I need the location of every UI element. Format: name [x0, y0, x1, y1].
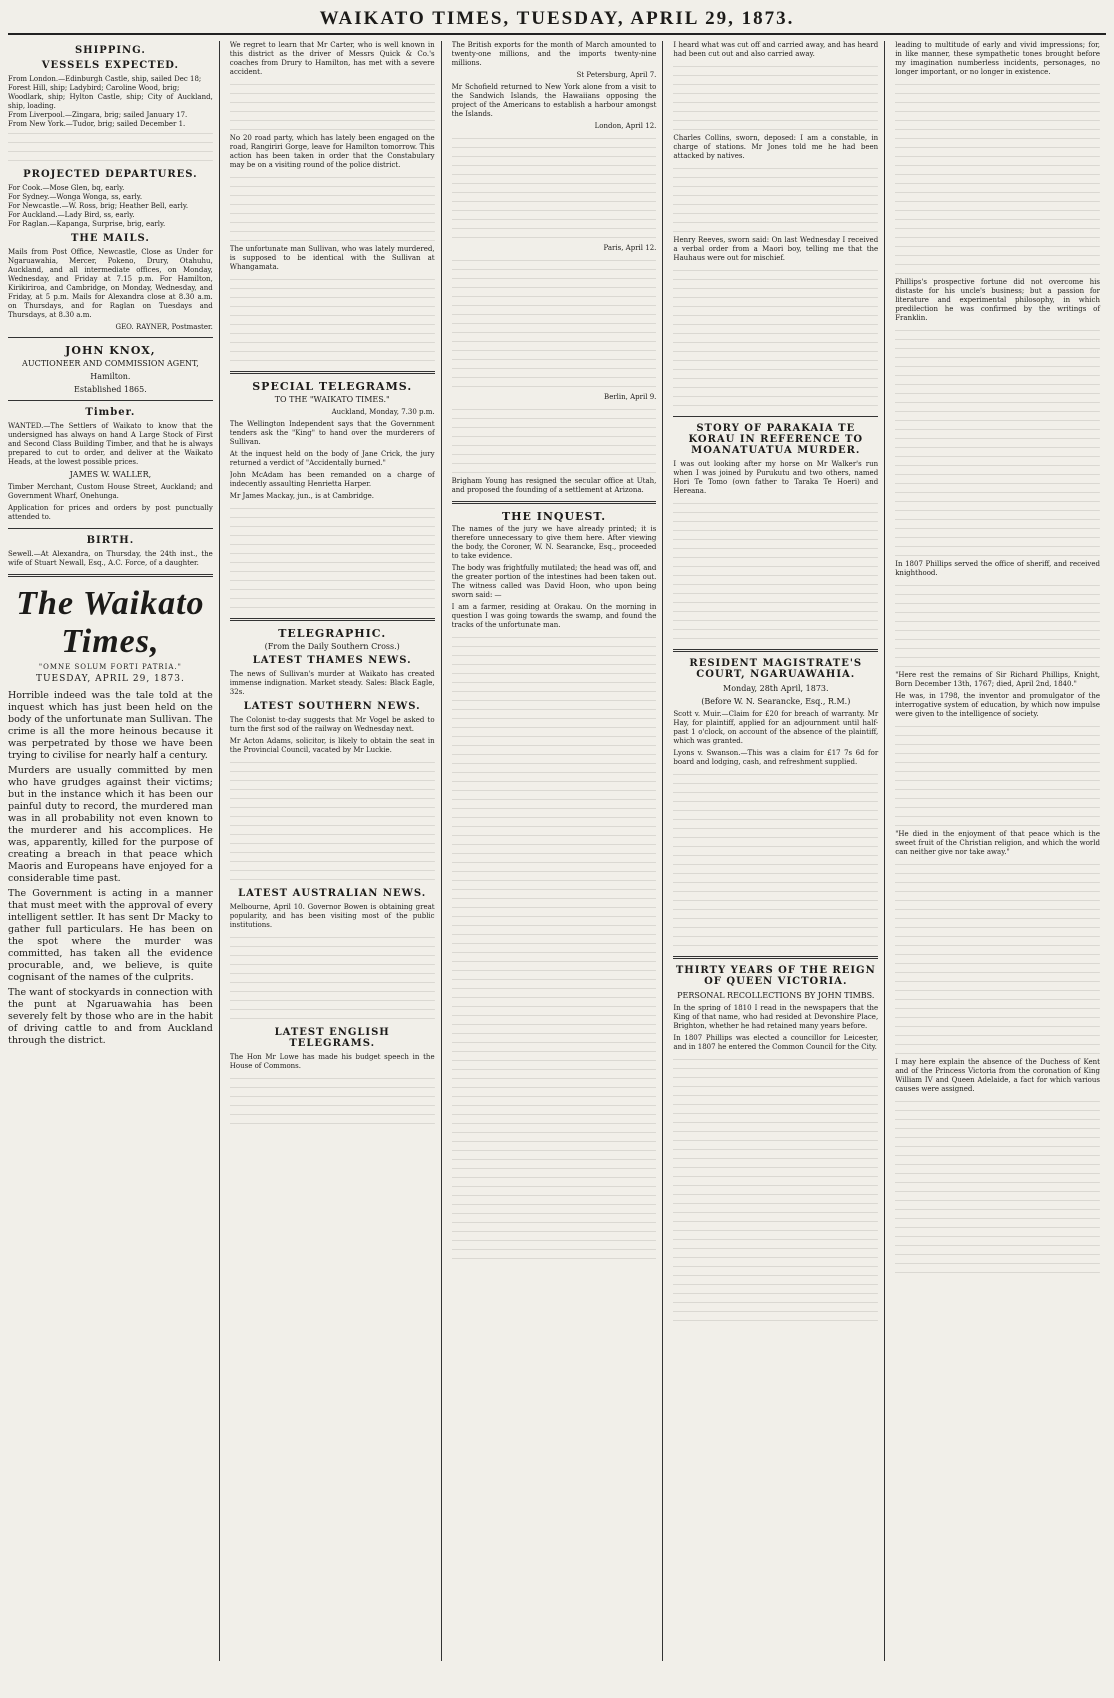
inquest-paragraph: The names of the jury we have already printed; it is therefore unnecessary to give them here. After viewing the body, the Coroner, W. N. Searancke, Esq., proceeded to take evidence.	[451, 525, 657, 560]
leading-article	[8, 690, 213, 1047]
timber-text: WANTED.—The Settlers of Waikato to know that the undersigned has always on hand A Large Stock of First and Second Class Building Timber, and that he is always prepared to cut to order, and deliver at the Waikato Heads, at the lowest possible prices.	[8, 422, 213, 466]
special-telegrams-dateline: Auckland, Monday, 7.30 p.m.	[331, 408, 435, 416]
mails-header: THE MAILS.	[70, 233, 150, 244]
news-paragraph: Henry Reeves, sworn said: On last Wednesday I received a verbal order from a Maori boy, telling me that the Hauhaus were out for mischief.	[673, 236, 879, 262]
news-paragraph: The unfortunate man Sullivan, who was lately murdered, is supposed to be identical with the Sullivan at Whangamata.	[229, 245, 435, 271]
projected-header: PROJECTED DEPARTURES.	[23, 169, 198, 180]
victoria-sub: PERSONAL RECOLLECTIONS BY JOHN TIMBS.	[677, 991, 875, 1000]
vessels-line: From London.—Edinburgh Castle, ship, sailed Dec 18;	[8, 75, 202, 83]
thames-header: LATEST THAMES NEWS.	[252, 655, 412, 666]
court-sub: (Before W. N. Searancke, Esq., R.M.)	[701, 697, 851, 706]
article-paragraph: Phillips's prospective fortune did not overcome his distaste for his uncle's business; but a passion for literature and experimental philosophy, in which predilection he was confirmed by the writings of Franklin.	[895, 278, 1100, 322]
news-paragraph: I heard what was cut off and carried away, and has heard had been cut out and also carried away.	[673, 41, 879, 58]
article-paragraph: He was, in 1798, the inventor and promulgator of the interrogative system of education, by which now impulse were given to the intelligence of society.	[895, 692, 1100, 718]
column-1	[8, 41, 220, 1661]
news-dateline: St Petersburg, April 7.	[576, 71, 657, 79]
news-paragraph: We regret to learn that Mr Carter, who is well known in this district as the driver of Messrs Quick & Co.'s coaches from Drury to Hamilton, has met with a severe accident.	[229, 41, 435, 76]
projected-line: For Raglan.—Kapanga, Surprise, brig, early.	[8, 220, 166, 228]
projected-line: For Cook.—Mose Glen, bq, early.	[8, 184, 125, 192]
masthead: WAIKATO TIMES, TUESDAY, APRIL 29, 1873.	[8, 8, 1106, 35]
news-dateline: Berlin, April 9.	[604, 393, 657, 401]
court-case: Scott v. Muir.—Claim for £20 for breach of warranty. Mr Hay, for plaintiff, applied for an adjournment until half-past 1 o'clock, on account of the absence of the plaintiff, which was granted.	[673, 710, 879, 745]
lead-paragraph: The want of stockyards in connection with the punt at Ngaruawahia has been severely felt by those who are in the habit of driving cattle to and from Auckland through the district.	[8, 987, 213, 1046]
birth-header: BIRTH.	[86, 535, 135, 546]
mails-signature: GEO. RAYNER, Postmaster.	[115, 323, 213, 331]
news-paragraph: Mr Schofield returned to New York alone from a visit to the Sandwich Islands, the Hawaiians opposing the project of the Americans to establish a harbour amongst the Islands.	[451, 83, 657, 118]
column-3	[452, 41, 664, 1661]
victoria-paragraph: In 1807 Phillips was elected a councillor for Leicester, and in 1807 he entered the Common Council for the City.	[673, 1034, 879, 1051]
shipping-header: SHIPPING.	[74, 45, 146, 56]
vessels-line: From New York.—Tudor, brig; sailed December 1.	[8, 120, 186, 128]
column-2	[230, 41, 442, 1661]
column-5	[895, 41, 1106, 1661]
news-dateline: London, April 12.	[594, 122, 657, 130]
australian-header: LATEST AUSTRALIAN NEWS.	[238, 888, 427, 899]
knox-title: AUCTIONEER AND COMMISSION AGENT,	[22, 359, 199, 368]
paper-motto: "OMNE SOLUM FORTI PATRIA."	[38, 663, 182, 671]
lead-paragraph: The Government is acting in a manner that must meet with the approval of every intelligent settler. It has sent Dr Macky to gather full particulars. He has been on the spot where the murder was committed, has taken all the evidence procurable, and, we believe, is quite cognisant of the names of the culprits.	[8, 888, 213, 983]
news-paragraph: Brigham Young has resigned the secular office at Utah, and proposed the founding of a settlement at Arizona.	[451, 477, 657, 494]
timber-name: JAMES W. WALLER,	[69, 470, 152, 479]
telegram-item: The Wellington Independent says that the Government tenders ask the "King" to hand over the murderers of Sullivan.	[229, 420, 435, 446]
court-case: Lyons v. Swanson.—This was a claim for £17 7s 6d for board and lodging, cash, and refreshment supplied.	[673, 749, 879, 766]
special-telegrams-sub: TO THE "WAIKATO TIMES."	[274, 395, 390, 404]
column-4	[673, 41, 885, 1661]
projected-line: For Auckland.—Lady Bird, ss, early.	[8, 211, 135, 219]
knox-name: JOHN KNOX,	[65, 344, 156, 357]
projected-line: For Sydney.—Wonga Wonga, ss, early.	[8, 193, 143, 201]
thames-text: The news of Sullivan's murder at Waikato has created immense indignation. Market steady. Sales: Black Eagle, 32s.	[229, 670, 435, 696]
lead-paragraph: Horrible indeed was the tale told at the inquest which has just been held on the body of the unfortunate man Sullivan. The crime is all the more heinous because it was perpetrated by those we have been trying to civilise for nearly half a century.	[8, 690, 213, 761]
vessels-line: Woodlark, ship; Hylton Castle, ship; City of Auckland, ship, loading.	[8, 93, 213, 110]
vessels-header: VESSELS EXPECTED.	[41, 60, 180, 71]
southern-header: LATEST SOUTHERN NEWS.	[243, 701, 421, 712]
article-paragraph: "Here rest the remains of Sir Richard Phillips, Knight, Born December 13th, 1767; died, April 2nd, 1840."	[895, 671, 1100, 688]
timber-note: Application for prices and orders by post punctually attended to.	[8, 504, 213, 521]
victoria-paragraph: In the spring of 1810 I read in the newspapers that the King of that name, who had resided at Devonshire Place, Brighton, whether he had retained many years before.	[673, 1004, 879, 1030]
court-date: Monday, 28th April, 1873.	[723, 684, 829, 693]
telegram-item: At the inquest held on the body of Jane Crick, the jury returned a verdict of "Accidentally burned."	[229, 450, 435, 467]
english-text: The Hon Mr Lowe has made his budget speech in the House of Commons.	[229, 1053, 435, 1070]
english-header: LATEST ENGLISH TELEGRAMS.	[274, 1027, 390, 1049]
projected-line: For Newcastle.—W. Ross, brig; Heather Bell, early.	[8, 202, 189, 210]
birth-text: Sewell.—At Alexandra, on Thursday, the 24th inst., the wife of Stuart Newall, Esq., A.C. Force, of a daughter.	[8, 550, 213, 567]
news-dateline: Paris, April 12.	[603, 244, 657, 252]
australian-text: Melbourne, April 10. Governor Bowen is obtaining great popularity, and has been visiting most of the public institutions.	[229, 903, 435, 929]
special-telegrams-header: SPECIAL TELEGRAMS.	[252, 380, 413, 393]
paper-title: The Waikato Times,	[16, 585, 205, 660]
newspaper-page	[8, 8, 1106, 1682]
inquest-header: THE INQUEST.	[501, 510, 607, 523]
knox-place: Hamilton.	[90, 372, 131, 381]
telegram-item: John McAdam has been remanded on a charge of indecently assaulting Henrietta Harper.	[229, 471, 435, 488]
article-paragraph: leading to multitude of early and vivid impressions; for, in like manner, these sympathetic tones brought before my imagination numberless incidents, personages, no longer important, or no longer in existence.	[895, 41, 1100, 76]
victoria-header: THIRTY YEARS OF THE REIGN OF QUEEN VICTORIA.	[675, 965, 876, 987]
vessels-line: From Liverpool.—Zingara, brig; sailed January 17.	[8, 111, 188, 119]
paper-dateline: TUESDAY, APRIL 29, 1873.	[35, 674, 185, 684]
lead-paragraph: Murders are usually committed by men who have grudges against their victims; but in the instance which it has been our painful duty to record, the murdered man was in all probability not even known to the murderer and his accomplices. He was, apparently, killed for the purpose of creating a breach in that peace which Maoris and Europeans have enjoyed for a considerable time past.	[8, 765, 213, 884]
telegraphic-header: TELEGRAPHIC.	[278, 627, 387, 640]
inquest-paragraph: I am a farmer, residing at Orakau. On the morning in question I was going towards the swamp, and found the tracks of the unfortunate man.	[451, 603, 657, 629]
vessels-line: Forest Hill, ship; Ladybird; Caroline Wood, brig;	[8, 84, 180, 92]
columns	[8, 41, 1106, 1661]
southern-text: Mr Acton Adams, solicitor, is likely to obtain the seat in the Provincial Council, vacated by Mr Luckie.	[229, 737, 435, 754]
timber-address: Timber Merchant, Custom House Street, Auckland; and Government Wharf, Onehunga.	[8, 483, 213, 500]
telegram-item: Mr James Mackay, jun., is at Cambridge.	[229, 492, 374, 500]
article-paragraph: In 1807 Phillips served the office of sheriff, and received knighthood.	[895, 560, 1100, 577]
telegraphic-sub: (From the Daily Southern Cross.)	[264, 642, 400, 651]
news-paragraph: Charles Collins, sworn, deposed: I am a constable, in charge of stations. Mr Jones told me he had been attacked by natives.	[673, 134, 879, 160]
mails-text: Mails from Post Office, Newcastle, Close as Under for Ngaruawahia, Mercer, Pokeno, Drury, Otahuhu, Auckland, and all intermediate offices, on Monday, Wednesday, and Friday at 7.15 p.m. For Hamilton, Kirikiriroa, and Cambridge, on Monday, Wednesday, and Friday, at 5 p.m. Mails for Alexandra close at 8.30 a.m. on Thursdays, and for Raglan on Tuesdays and Thursdays, at 8.30 a.m.	[8, 248, 213, 319]
news-paragraph: The British exports for the month of March amounted to twenty-one millions, and the imports twenty-nine millions.	[451, 41, 657, 67]
timber-header: Timber.	[85, 407, 136, 418]
article-paragraph: I may here explain the absence of the Duchess of Kent and of the Princess Victoria from the coronation of King William IV and Queen Adelaide, a fact for which various causes were assigned.	[895, 1058, 1100, 1093]
knox-established: Established 1865.	[74, 385, 147, 394]
story-header: STORY OF PARAKAIA TE KORAU IN REFERENCE TO MOANATUATUA MURDER.	[688, 423, 864, 456]
news-paragraph: No 20 road party, which has lately been engaged on the road, Rangiriri Gorge, leave for Hamilton tomorrow. This action has been taken in order that the Constabulary may be on a visiting round of the police district.	[229, 134, 435, 169]
inquest-paragraph: The body was frightfully mutilated; the head was off, and the greater portion of the intestines had been taken out. The witness called was David Hoon, who upon being sworn said: —	[451, 564, 657, 599]
southern-text: The Colonist to-day suggests that Mr Vogel be asked to turn the first sod of the railway on Wednesday next.	[229, 716, 435, 733]
article-paragraph: "He died in the enjoyment of that peace which is the sweet fruit of the Christian religion, and which the world can neither give nor take away."	[895, 830, 1100, 856]
court-header: RESIDENT MAGISTRATE'S COURT, NGARUAWAHIA.	[689, 658, 863, 680]
story-text: I was out looking after my horse on Mr Walker's run when I was joined by Purukutu and two others, named Hori Te Tomo (own father to Taraka Te Hoeri) and Hereana.	[673, 460, 879, 495]
